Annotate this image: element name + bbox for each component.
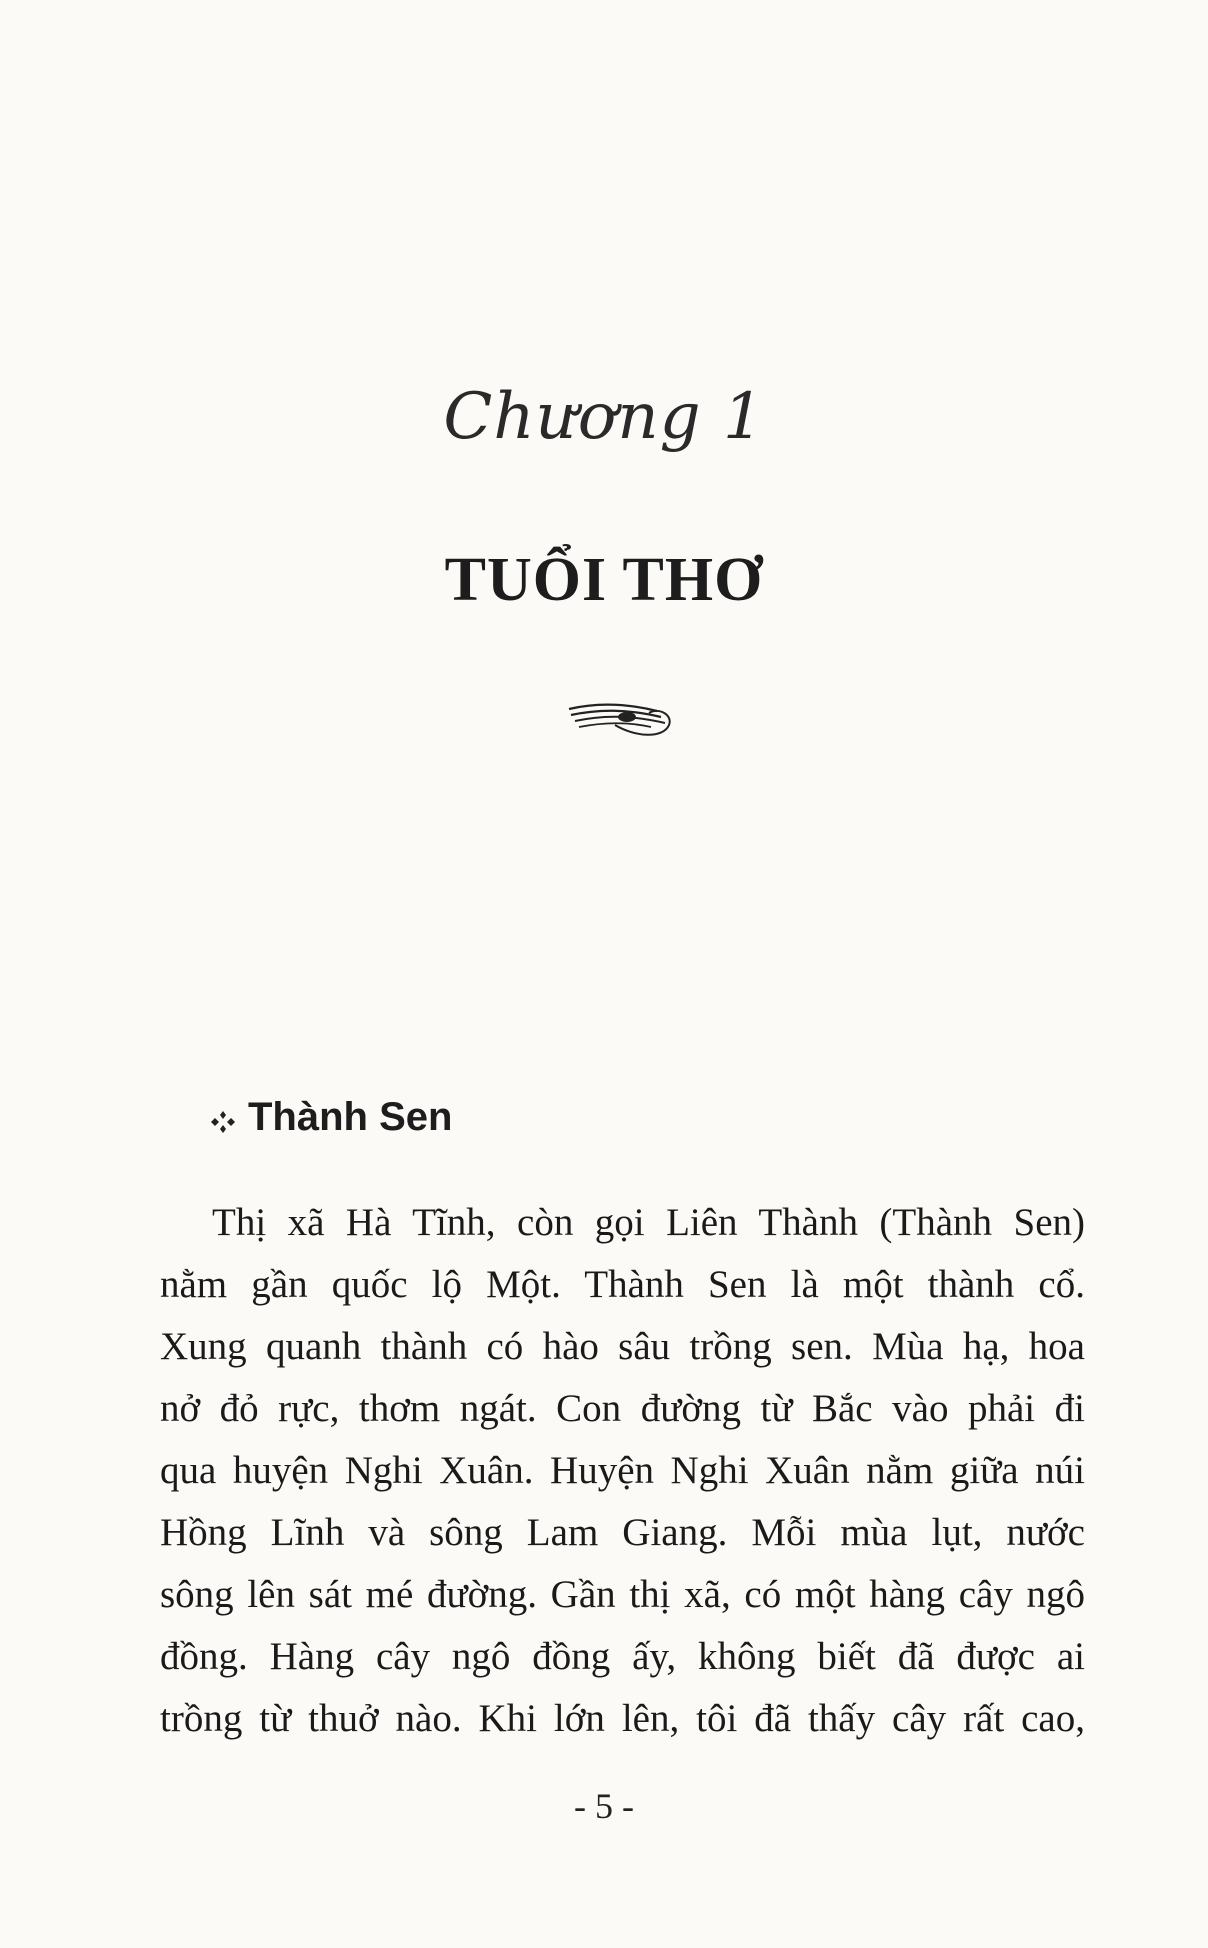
text-line: sông lên sát mé đường. Gần thị xã, có một hàng cây ngô <box>160 1573 1085 1616</box>
text-line: Xung quanh thành có hào sâu trồng sen. Mùa hạ, hoa <box>160 1325 1085 1368</box>
section-heading-text: Thành Sen <box>248 1095 453 1139</box>
chapter-label: Chương 1 <box>443 380 765 454</box>
page-number: - 5 - <box>574 1786 634 1826</box>
body-paragraph <box>160 1192 1085 1750</box>
text-line: trồng từ thuở nào. Khi lớn lên, tôi đã thấy cây rất cao, <box>160 1697 1085 1740</box>
text-line: Thị xã Hà Tĩnh, còn gọi Liên Thành (Thành Sen) <box>212 1201 1085 1244</box>
text-line: nằm gần quốc lộ Một. Thành Sen là một thành cổ. <box>160 1263 1085 1306</box>
text-line: đồng. Hàng cây ngô đồng ấy, không biết đã được ai <box>160 1635 1085 1678</box>
text-line: nở đỏ rực, thơm ngát. Con đường từ Bắc vào phải đi <box>160 1387 1085 1430</box>
section-heading <box>210 1095 452 1140</box>
four-diamond-bullet-icon <box>210 1109 236 1135</box>
text-line: Hồng Lĩnh và sông Lam Giang. Mỗi mùa lụt, nước <box>160 1511 1085 1554</box>
text-line: qua huyện Nghi Xuân. Huyện Nghi Xuân nằm giữa núi <box>160 1449 1085 1492</box>
chapter-title: TUỔI THƠ <box>444 546 764 614</box>
swirl-flourish-icon <box>565 695 675 745</box>
